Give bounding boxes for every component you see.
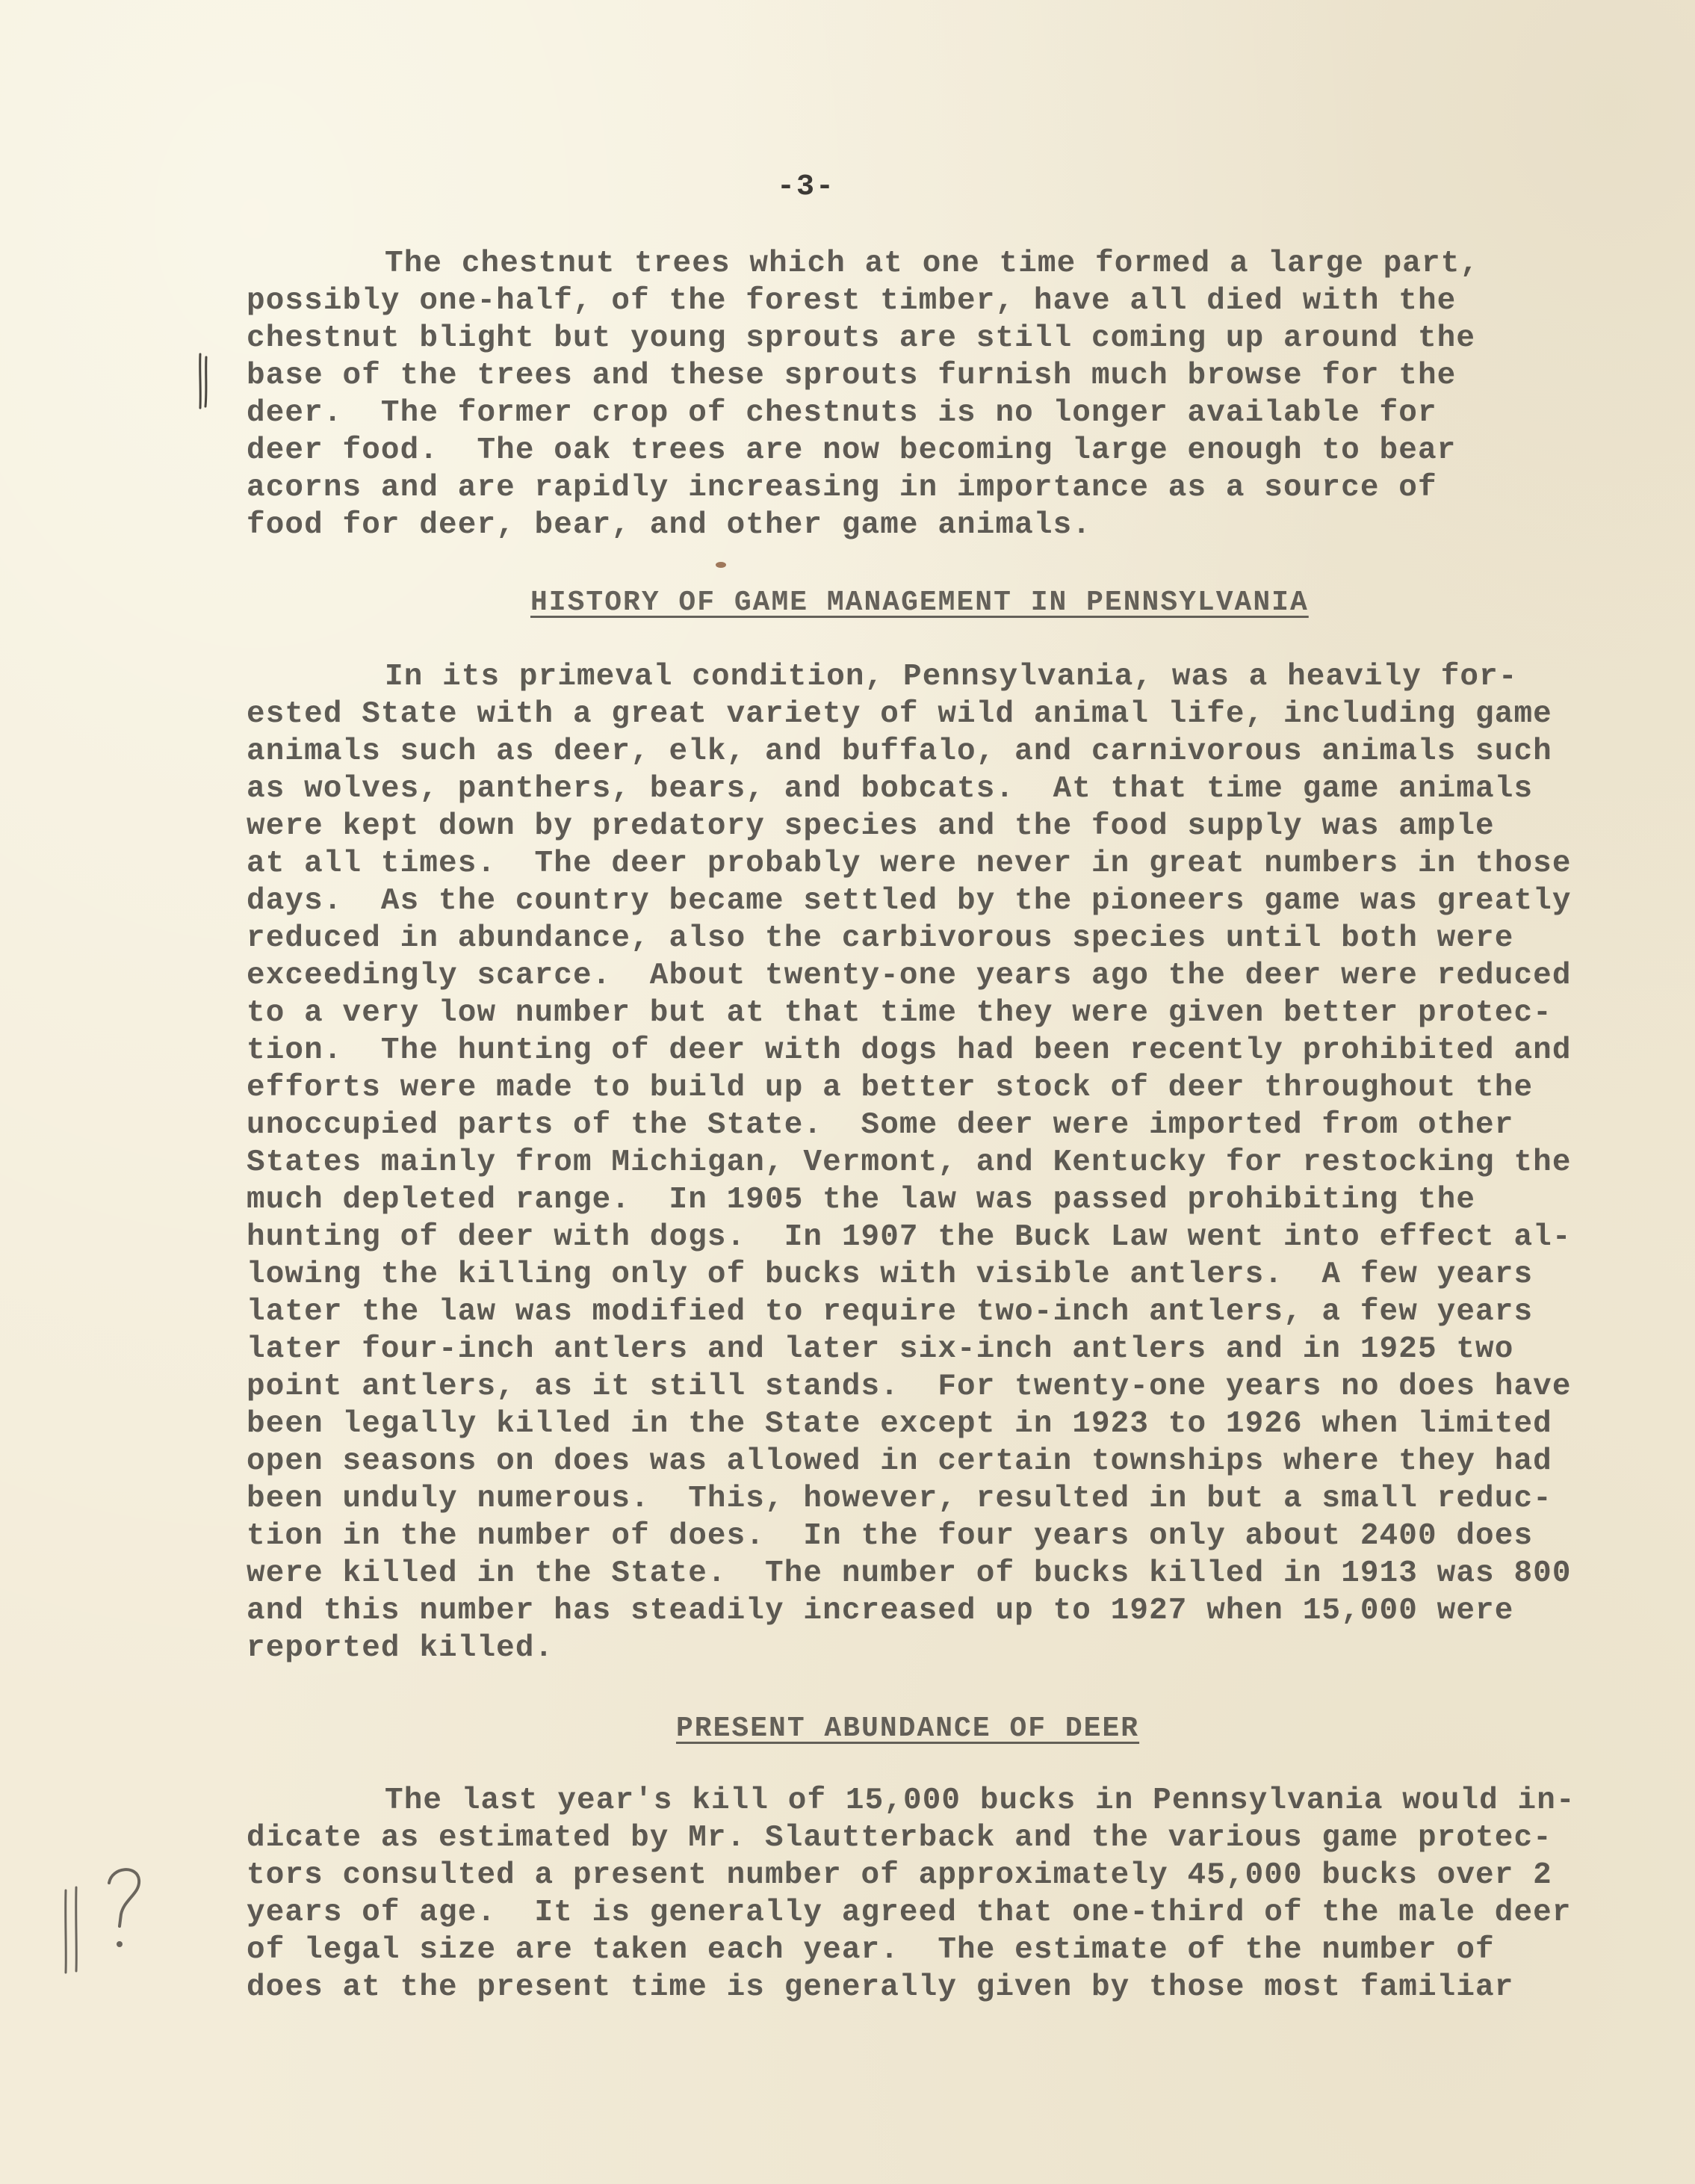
text-line: at all times. The deer probably were never in great numbers in those: [247, 847, 1572, 881]
text-line: to a very low number but at that time they were given better protec-: [247, 996, 1552, 1030]
ink-dot: [716, 562, 726, 568]
text-line: animals such as deer, elk, and buffalo, and carnivorous animals such: [247, 734, 1552, 769]
text-line: were killed in the State. The number of bucks killed in 1913 was 800: [247, 1556, 1572, 1591]
section-heading-history: HISTORY OF GAME MANAGEMENT IN PENNSYLVANIA: [530, 587, 1309, 619]
text-line: been unduly numerous. This, however, resulted in but a small reduc-: [247, 1482, 1552, 1516]
text-line: possibly one-half, of the forest timber, have all died with the: [247, 284, 1457, 318]
text-line: hunting of deer with dogs. In 1907 the Buck Law went into effect al-: [247, 1220, 1572, 1255]
text-line: chestnut blight but young sprouts are still coming up around the: [247, 321, 1476, 356]
text-line: lowing the killing only of bucks with visible antlers. A few years: [247, 1257, 1534, 1292]
text-line: days. As the country became settled by the pioneers game was greatly: [247, 884, 1572, 918]
text-line: The last year's kill of 15,000 bucks in Pennsylvania would in-: [385, 1784, 1575, 1818]
text-line: acorns and are rapidly increasing in importance as a source of: [247, 471, 1437, 505]
text-line: later the law was modified to require two-inch antlers, a few years: [247, 1295, 1534, 1329]
text-line: In its primeval condition, Pennsylvania, was a heavily for-: [385, 660, 1518, 694]
text-line: exceedingly scarce. About twenty-one years ago the deer were reduced: [247, 959, 1572, 993]
text-line: ested State with a great variety of wild animal life, including game: [247, 697, 1552, 731]
text-line: much depleted range. In 1905 the law was passed prohibiting the: [247, 1183, 1476, 1217]
text-line: tion in the number of does. In the four years only about 2400 does: [247, 1519, 1534, 1553]
text-line: efforts were made to build up a better stock of deer throughout the: [247, 1071, 1534, 1105]
paragraph-history: [247, 658, 1572, 1667]
page-number: -3-: [777, 170, 836, 204]
text-line: The chestnut trees which at one time formed a large part,: [385, 247, 1480, 281]
text-line: food for deer, bear, and other game animals.: [247, 508, 1091, 542]
text-line: dicate as estimated by Mr. Slautterback and the various game protec-: [247, 1821, 1552, 1855]
text-line: open seasons on does was allowed in certain townships where they had: [247, 1444, 1552, 1479]
text-line: point antlers, as it still stands. For twenty-one years no does have: [247, 1370, 1572, 1404]
text-line: as wolves, panthers, bears, and bobcats. At that time game animals: [247, 772, 1534, 806]
text-line: reduced in abundance, also the carbivorous species until both were: [247, 921, 1514, 956]
text-line: reported killed.: [247, 1631, 554, 1665]
text-line: years of age. It is generally agreed that one-third of the male deer: [247, 1896, 1572, 1930]
section-heading-present-abundance: PRESENT ABUNDANCE OF DEER: [676, 1713, 1140, 1745]
text-line: tors consulted a present number of approximately 45,000 bucks over 2: [247, 1858, 1552, 1893]
text-line: deer food. The oak trees are now becoming large enough to bear: [247, 433, 1457, 468]
text-line: tion. The hunting of deer with dogs had been recently prohibited and: [247, 1033, 1572, 1068]
text-line: States mainly from Michigan, Vermont, and Kentucky for restocking the: [247, 1145, 1572, 1180]
text-line: unoccupied parts of the State. Some deer were imported from other: [247, 1108, 1514, 1142]
paragraph-present-abundance: [247, 1782, 1575, 2006]
text-line: of legal size are taken each year. The estimate of the number of: [247, 1933, 1495, 1967]
text-line: been legally killed in the State except in 1923 to 1926 when limited: [247, 1407, 1552, 1441]
text-line: does at the present time is generally given by those most familiar: [247, 1970, 1514, 2005]
text-line: base of the trees and these sprouts furnish much browse for the: [247, 359, 1457, 393]
text-line: later four-inch antlers and later six-inch antlers and in 1925 two: [247, 1332, 1514, 1367]
paragraph-chestnut-trees: [247, 245, 1554, 544]
handwritten-margin-mark: [196, 351, 211, 411]
text-line: and this number has steadily increased up to 1927 when 15,000 were: [247, 1594, 1514, 1628]
handwritten-margin-question-mark: [60, 1860, 149, 1980]
text-line: deer. The former crop of chestnuts is no longer available for: [247, 396, 1437, 430]
text-line: were kept down by predatory species and the food supply was ample: [247, 809, 1495, 844]
